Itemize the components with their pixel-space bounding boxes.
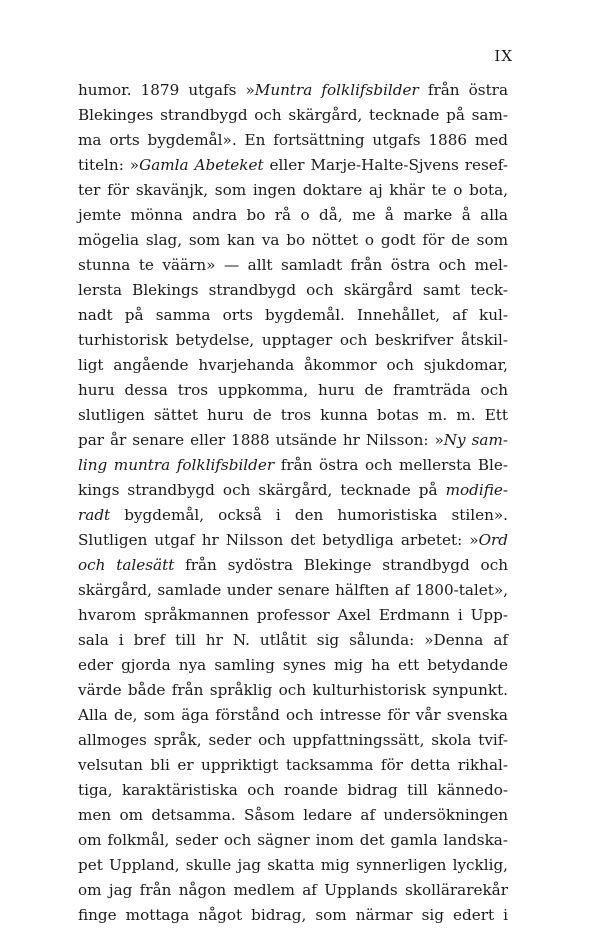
text-line (78, 603, 508, 628)
text-segment: ter för skavänjk, som ingen doktare aj khär te o bota, (78, 181, 508, 199)
text-segment: kings strandbygd och skärgård, tecknade på (78, 481, 446, 499)
italic-title-segment: modifie- (445, 481, 508, 499)
text-segment: men om detsamma. Såsom ledare af undersökningen (78, 806, 508, 824)
text-line (78, 478, 508, 503)
text-line (78, 678, 508, 703)
text-line (78, 178, 508, 203)
text-segment: mögelia slag, som kan va bo nöttet o godt för de som (78, 231, 508, 249)
text-line (78, 853, 508, 878)
text-line (78, 128, 508, 153)
text-segment: par år senare eller 1888 utsände hr Nilsson: » (78, 431, 444, 449)
text-segment: sala i bref till hr N. utlåtit sig sålunda: »Denna af (78, 631, 508, 649)
text-segment: pet Uppland, skulle jag skatta mig synnerligen lycklig, (78, 856, 508, 874)
text-line (78, 378, 508, 403)
text-segment: från östra och mellersta Ble- (274, 456, 508, 474)
text-line (78, 78, 508, 103)
text-segment: allmoges språk, seder och uppfattningssätt, skola tvif- (78, 731, 508, 749)
text-segment: nadt på samma orts bygdemål. Innehållet, af kul- (78, 306, 508, 324)
text-line (78, 878, 508, 903)
italic-title-segment: Ord (478, 531, 508, 549)
text-line (78, 528, 508, 553)
text-segment: om folkmål, seder och sägner inom det gamla landska- (78, 831, 508, 849)
text-segment: humor. 1879 utgafs » (78, 81, 255, 99)
text-line (78, 753, 508, 778)
text-line (78, 328, 508, 353)
text-line (78, 428, 508, 453)
text-line (78, 453, 508, 478)
text-segment: finge mottaga något bidrag, som närmar sig edert i (78, 906, 508, 924)
text-line (78, 703, 508, 728)
text-line (78, 353, 508, 378)
text-line (78, 103, 508, 128)
text-line (78, 503, 508, 528)
text-segment: bygdemål, också i den humoristiska stilen». (110, 506, 508, 524)
text-line (78, 728, 508, 753)
text-segment: turhistorisk betydelse, upptager och beskrifver åtskil- (78, 331, 508, 349)
text-segment: huru dessa tros uppkomma, huru de framträda och (78, 381, 508, 399)
text-line (78, 778, 508, 803)
text-segment: värde både från språklig och kulturhistorisk synpunkt. (78, 681, 508, 699)
text-line (78, 253, 508, 278)
text-segment: hvarom språkmannen professor Axel Erdmann i Upp- (78, 606, 508, 624)
body-text (78, 78, 508, 928)
text-segment: om jag från någon medlem af Upplands skollärarekår (78, 881, 508, 899)
text-segment: velsutan bli er uppriktigt tacksamma för detta rikhal- (78, 756, 508, 774)
italic-title-segment: radt (78, 506, 111, 524)
text-segment: tiga, karaktäristiska och roande bidrag till kännedo- (78, 781, 508, 799)
text-segment: ma orts bygdemål». En fortsättning utgafs 1886 med (78, 131, 508, 149)
text-line (78, 903, 508, 928)
page-number: IX (494, 47, 513, 65)
text-segment: eller Marje-Halte-Sjvens resef- (263, 156, 508, 174)
text-line (78, 153, 508, 178)
text-segment: Alla de, som äga förstånd och intresse för vår svenska (78, 706, 508, 724)
text-segment: eder gjorda nya samling synes mig ha ett betydande (78, 656, 508, 674)
text-line (78, 403, 508, 428)
italic-title-segment: Ny sam- (443, 431, 508, 449)
text-line (78, 228, 508, 253)
italic-title-segment: och talesätt (78, 556, 175, 574)
text-segment: lersta Blekings strandbygd och skärgård samt teck- (78, 281, 508, 299)
text-segment: stunna te väärn» — allt samladt från östra och mel- (78, 256, 508, 274)
text-segment: från östra (418, 81, 508, 99)
text-line (78, 203, 508, 228)
text-line (78, 828, 508, 853)
text-line (78, 553, 508, 578)
text-segment: skärgård, samlade under senare hälften af 1800-talet», (78, 581, 508, 599)
text-line (78, 653, 508, 678)
text-segment: ligt angående hvarjehanda åkommor och sjukdomar, (78, 356, 508, 374)
text-line (78, 628, 508, 653)
text-segment: Slutligen utgaf hr Nilsson det betydliga arbetet: » (78, 531, 479, 549)
text-line (78, 303, 508, 328)
text-line (78, 803, 508, 828)
italic-title-segment: Gamla Abeteket (139, 156, 264, 174)
text-segment: jemte mönna andra bo rå o då, me å marke å alla (78, 206, 508, 224)
italic-title-segment: ling muntra folklifsbilder (78, 456, 275, 474)
text-line (78, 578, 508, 603)
text-segment: slutligen sättet huru de tros kunna botas m. m. Ett (78, 406, 508, 424)
text-segment: titeln: » (78, 156, 140, 174)
text-segment: Blekinges strandbygd och skärgård, tecknade på sam- (78, 106, 508, 124)
italic-title-segment: Muntra folklifsbilder (254, 81, 419, 99)
text-segment: från sydöstra Blekinge strandbygd och (174, 556, 508, 574)
text-line (78, 278, 508, 303)
